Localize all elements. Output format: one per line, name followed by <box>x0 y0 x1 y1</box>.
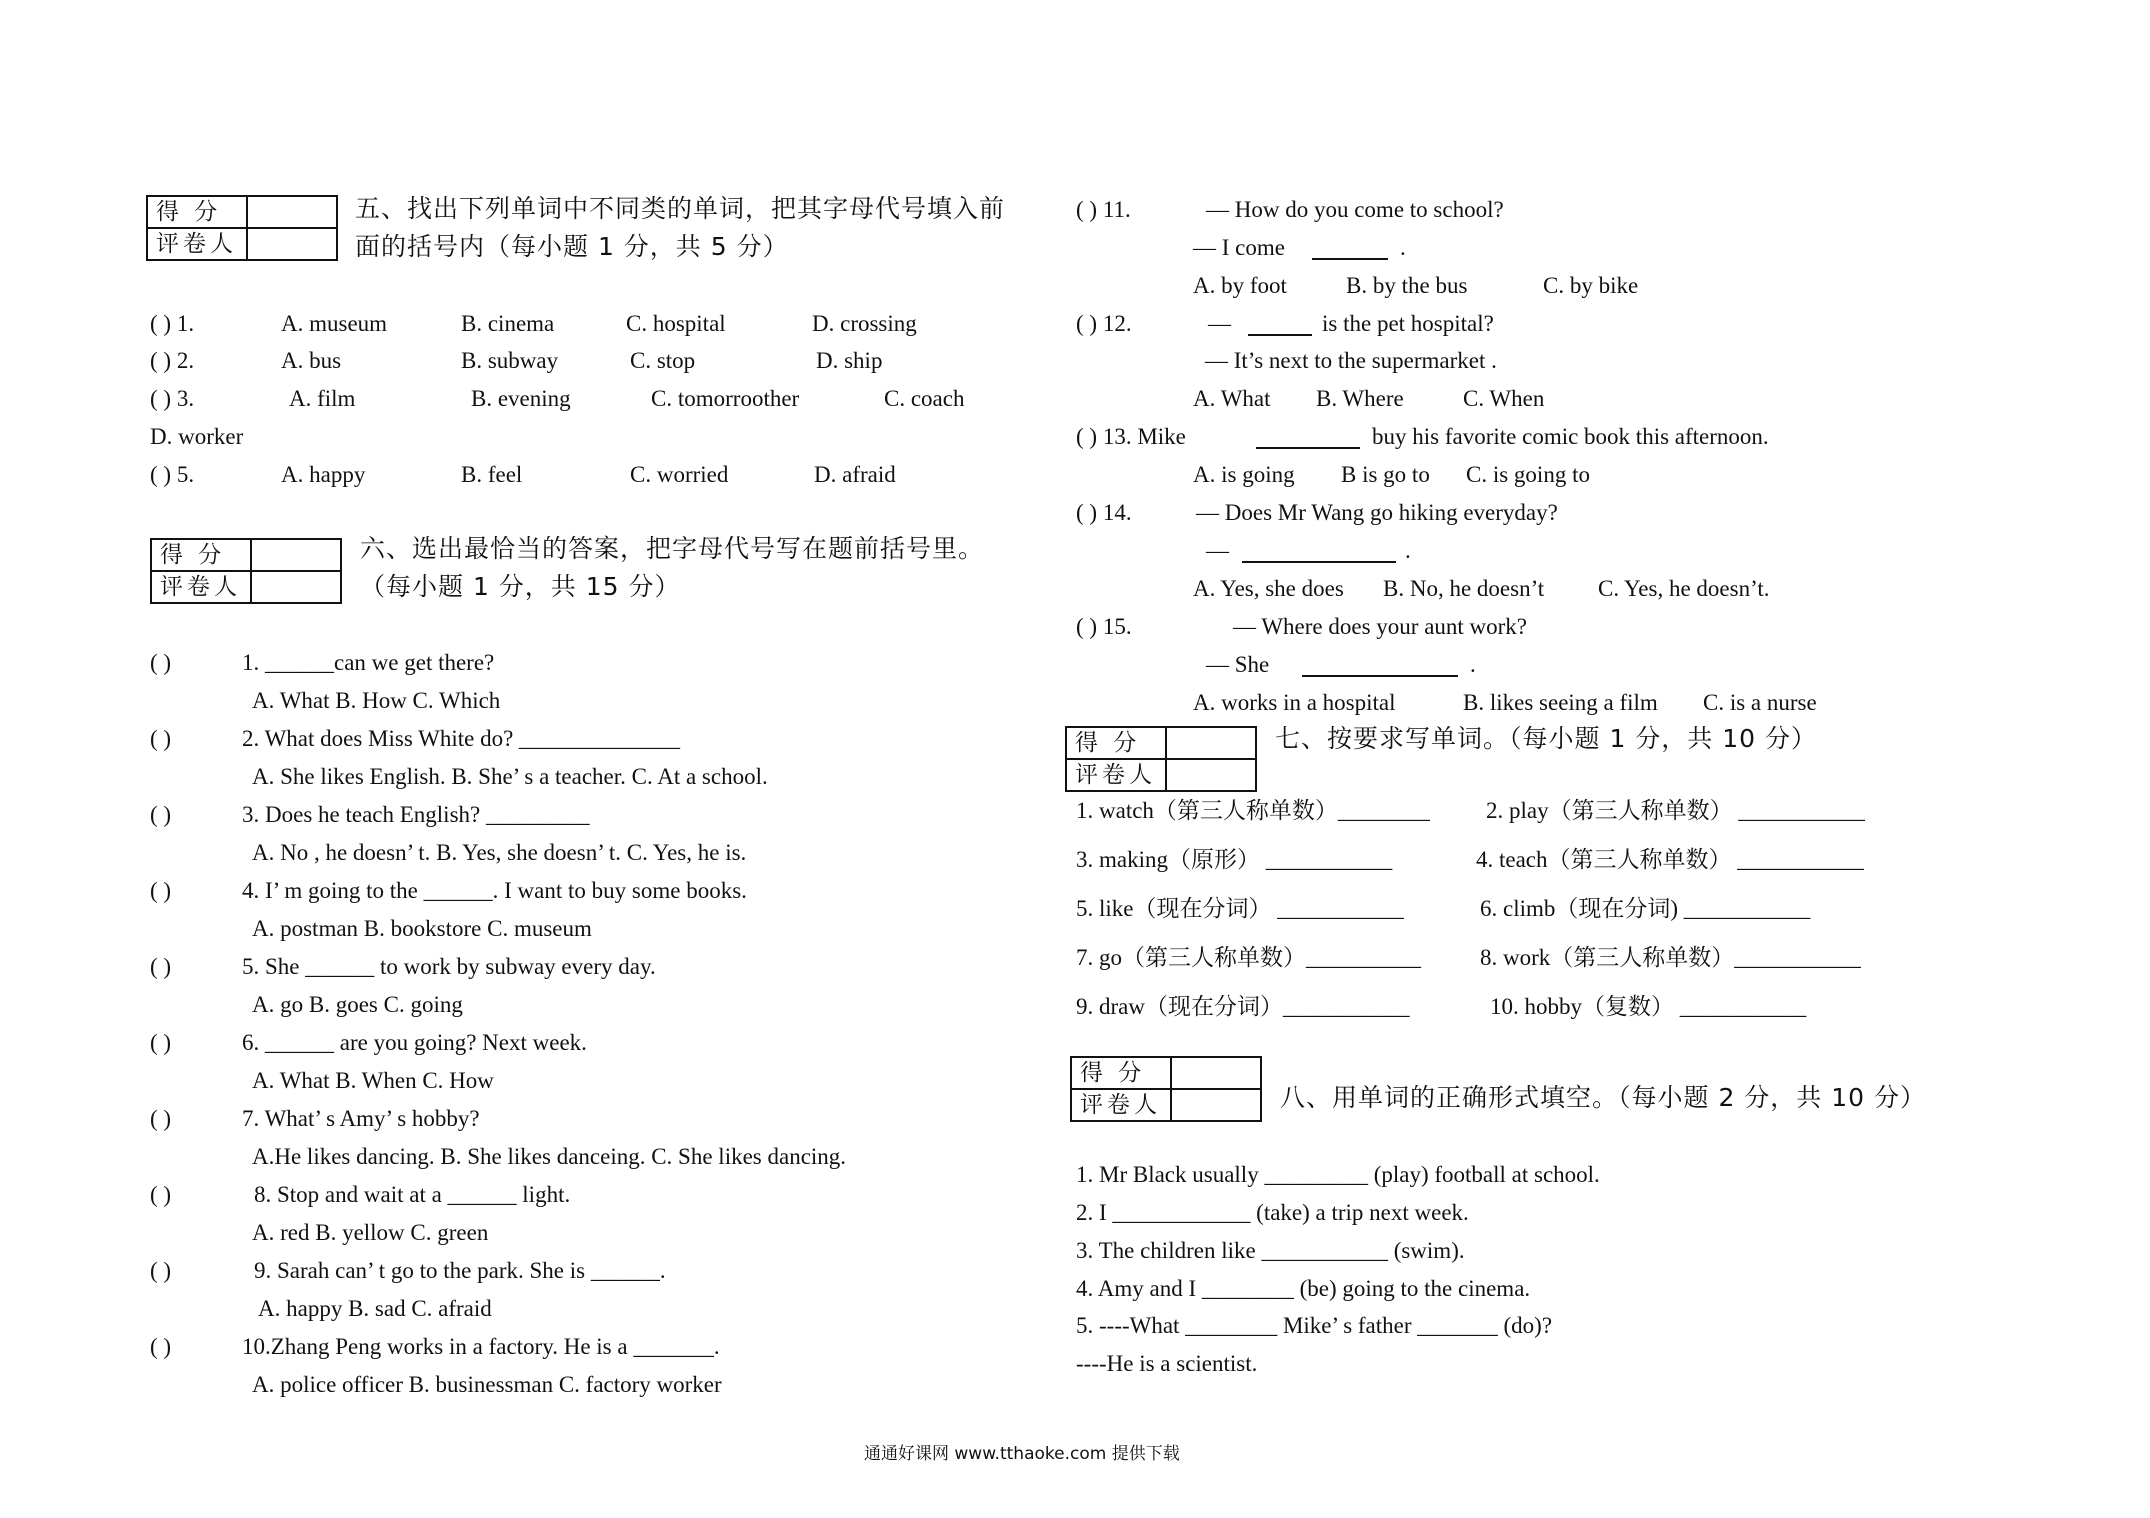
section7-title: 七、按要求写单词。（每小题 1 分，共 10 分） <box>1275 724 1818 753</box>
s6-q12-c: C. When <box>1463 386 1545 411</box>
section5-title-2: 面的括号内（每小题 1 分，共 5 分） <box>355 232 789 261</box>
s6-q15-tail: . <box>1470 652 1476 677</box>
s5-q3-e: D. worker <box>150 424 244 449</box>
s7-item8: 8. work（第三人称单数）___________ <box>1480 945 1861 970</box>
s6-q2-num: ( ) <box>150 726 172 751</box>
s6-q14: — Does Mr Wang go hiking everyday? <box>1196 500 1558 525</box>
grader-box[interactable] <box>251 571 341 603</box>
s5-q2-c: C. stop <box>630 348 696 373</box>
grader-label: 评卷人 <box>151 571 251 603</box>
s6-q12-b: B. Where <box>1316 386 1404 411</box>
s8-item1: 1. Mr Black usually _________ (play) football at school. <box>1076 1162 1600 1187</box>
s8-item6: ----He is a scientist. <box>1076 1351 1258 1376</box>
score-box[interactable] <box>1171 1057 1261 1089</box>
s6-q13: buy his favorite comic book this afternoon. <box>1372 424 1769 449</box>
s8-item3: 3. The children like ___________ (swim). <box>1076 1238 1465 1263</box>
s6-q6: 6. ______ are you going? Next week. <box>242 1030 587 1055</box>
s6-q11-b: B. by the bus <box>1346 273 1468 298</box>
s5-q1-a: A. museum <box>281 311 388 336</box>
s6-q1: 1. ______can we get there? <box>242 650 495 675</box>
s6-q10-num: ( ) <box>150 1334 172 1359</box>
grader-box[interactable] <box>1166 759 1256 791</box>
s6-q14-dash: — <box>1206 538 1229 563</box>
s6-q11-tail: . <box>1400 235 1406 260</box>
s6-q13-num: ( ) 13. Mike <box>1076 424 1186 449</box>
s6-q13-b: B is go to <box>1341 462 1430 487</box>
s5-q3-c: C. tomorroother <box>651 386 800 411</box>
s6-q2-opts: A. She likes English. B. She’ s a teacher. C. At a school. <box>252 764 768 789</box>
s6-q15: — Where does your aunt work? <box>1233 614 1528 639</box>
s6-q12-reply: — It’s next to the supermarket . <box>1205 348 1497 373</box>
s5-q2-num: ( ) 2. <box>150 348 195 373</box>
s7-item5: 5. like（现在分词） ___________ <box>1076 896 1404 921</box>
s7-item1: 1. watch（第三人称单数）________ <box>1076 798 1430 823</box>
s6-q5-num: ( ) <box>150 954 172 979</box>
s6-q6-num: ( ) <box>150 1030 172 1055</box>
s8-item4: 4. Amy and I ________ (be) going to the cinema. <box>1076 1276 1531 1301</box>
score-table-8 <box>1070 1056 1262 1122</box>
s6-q4: 4. I’ m going to the ______. I want to buy some books. <box>242 878 747 903</box>
s6-q12-a: A. What <box>1193 386 1271 411</box>
s6-q15-a: A. works in a hospital <box>1193 690 1396 715</box>
blank-line[interactable] <box>1302 675 1458 677</box>
s6-q5-opts: A. go B. goes C. going <box>252 992 463 1017</box>
score-box[interactable] <box>1166 727 1256 759</box>
s6-q7-num: ( ) <box>150 1106 172 1131</box>
grader-label: 评卷人 <box>147 228 247 260</box>
score-box[interactable] <box>247 196 337 228</box>
blank-line[interactable] <box>1248 334 1312 336</box>
s6-q3: 3. Does he teach English? _________ <box>242 802 590 827</box>
s6-q1-opts: A. What B. How C. Which <box>252 688 501 713</box>
s6-q5: 5. She ______ to work by subway every day. <box>242 954 656 979</box>
s5-q1-b: B. cinema <box>461 311 555 336</box>
s6-q15-c: C. is a nurse <box>1703 690 1817 715</box>
s5-q3-a: A. film <box>289 386 356 411</box>
s6-q13-a: A. is going <box>1193 462 1295 487</box>
s6-q8: 8. Stop and wait at a ______ light. <box>254 1182 571 1207</box>
s6-q12-dash: — <box>1208 311 1231 336</box>
s7-item4: 4. teach（第三人称单数） ___________ <box>1476 847 1864 872</box>
section6-title: 六、选出最恰当的答案，把字母代号写在题前括号里。 <box>360 534 985 563</box>
score-table-6 <box>150 538 342 604</box>
footer-text: 通通好课网 www.tthaoke.com 提供下载 <box>864 1444 1180 1464</box>
s6-q10: 10.Zhang Peng works in a factory. He is a _______. <box>242 1334 720 1359</box>
s6-q11: — How do you come to school? <box>1206 197 1504 222</box>
s6-q15-b: B. likes seeing a film <box>1463 690 1658 715</box>
s7-item7: 7. go（第三人称单数）__________ <box>1076 945 1421 970</box>
s5-q5-b: B. feel <box>461 462 523 487</box>
s6-q8-opts: A. red B. yellow C. green <box>252 1220 489 1245</box>
s5-q3-d: C. coach <box>884 386 965 411</box>
s6-q15-num: ( ) 15. <box>1076 614 1132 639</box>
s5-q3-b: B. evening <box>471 386 571 411</box>
section6-title-2: （每小题 1 分，共 15 分） <box>360 572 681 601</box>
s7-item2: 2. play（第三人称单数） ___________ <box>1486 798 1865 823</box>
score-label: 得 分 <box>1071 1057 1171 1089</box>
s8-item2: 2. I ____________ (take) a trip next week. <box>1076 1200 1469 1225</box>
s6-q14-a: A. Yes, she does <box>1193 576 1344 601</box>
s6-q13-c: C. is going to <box>1466 462 1590 487</box>
s6-q4-num: ( ) <box>150 878 172 903</box>
s6-q4-opts: A. postman B. bookstore C. museum <box>252 916 592 941</box>
s6-q2: 2. What does Miss White do? ______________ <box>242 726 681 751</box>
s8-item5: 5. ----What ________ Mike’ s father _______ (do)? <box>1076 1313 1553 1338</box>
s6-q1-num: ( ) <box>150 650 172 675</box>
s7-item3: 3. making（原形） ___________ <box>1076 847 1393 872</box>
s6-q9-opts: A. happy B. sad C. afraid <box>258 1296 492 1321</box>
section5-title: 五、找出下列单词中不同类的单词，把其字母代号填入前 <box>355 194 1006 223</box>
s5-q5-c: C. worried <box>630 462 729 487</box>
s6-q8-num: ( ) <box>150 1182 172 1207</box>
s6-q14-b: B. No, he doesn’t <box>1383 576 1545 601</box>
s6-q12: is the pet hospital? <box>1322 311 1494 336</box>
score-table-7 <box>1065 726 1257 792</box>
score-label: 得 分 <box>147 196 247 228</box>
blank-line[interactable] <box>1256 447 1360 449</box>
grader-box[interactable] <box>1171 1089 1261 1121</box>
s6-q9-num: ( ) <box>150 1258 172 1283</box>
s5-q1-num: ( ) 1. <box>150 311 195 336</box>
s6-q6-opts: A. What B. When C. How <box>252 1068 494 1093</box>
score-table-5 <box>146 195 338 261</box>
s6-q11-reply: — I come <box>1193 235 1285 260</box>
s6-q14-c: C. Yes, he doesn’t. <box>1598 576 1770 601</box>
section8-title: 八、用单词的正确形式填空。（每小题 2 分，共 10 分） <box>1280 1083 1927 1112</box>
s5-q2-d: D. ship <box>816 348 883 373</box>
s7-item10: 10. hobby（复数） ___________ <box>1490 994 1807 1019</box>
s5-q5-d: D. afraid <box>814 462 896 487</box>
s5-q2-b: B. subway <box>461 348 559 373</box>
blank-line[interactable] <box>1312 258 1388 260</box>
s6-q9: 9. Sarah can’ t go to the park. She is ______. <box>254 1258 666 1283</box>
s5-q5-a: A. happy <box>281 462 366 487</box>
s6-q15-reply: — She <box>1206 652 1270 677</box>
s6-q7-opts: A.He likes dancing. B. She likes danceing. C. She likes dancing. <box>252 1144 847 1169</box>
s7-item6: 6. climb（现在分词) ___________ <box>1480 896 1811 921</box>
s6-q11-num: ( ) 11. <box>1076 197 1131 222</box>
s6-q3-opts: A. No , he doesn’ t. B. Yes, she doesn’ t. C. Yes, he is. <box>252 840 747 865</box>
s5-q2-a: A. bus <box>281 348 342 373</box>
s6-q14-num: ( ) 14. <box>1076 500 1132 525</box>
s6-q12-num: ( ) 12. <box>1076 311 1132 336</box>
s5-q1-c: C. hospital <box>626 311 726 336</box>
s5-q3-num: ( ) 3. <box>150 386 195 411</box>
grader-label: 评卷人 <box>1066 759 1166 791</box>
s5-q5-num: ( ) 5. <box>150 462 195 487</box>
blank-line[interactable] <box>1242 561 1396 563</box>
s7-item9: 9. draw（现在分词）___________ <box>1076 994 1410 1019</box>
s6-q14-tail: . <box>1405 538 1411 563</box>
s6-q10-opts: A. police officer B. businessman C. factory worker <box>252 1372 722 1397</box>
score-label: 得 分 <box>151 539 251 571</box>
s6-q7: 7. What’ s Amy’ s hobby? <box>242 1106 480 1131</box>
score-label: 得 分 <box>1066 727 1166 759</box>
s5-q1-d: D. crossing <box>812 311 917 336</box>
score-box[interactable] <box>251 539 341 571</box>
s6-q11-a: A. by foot <box>1193 273 1287 298</box>
grader-label: 评卷人 <box>1071 1089 1171 1121</box>
s6-q3-num: ( ) <box>150 802 172 827</box>
grader-box[interactable] <box>247 228 337 260</box>
s6-q11-c: C. by bike <box>1543 273 1639 298</box>
